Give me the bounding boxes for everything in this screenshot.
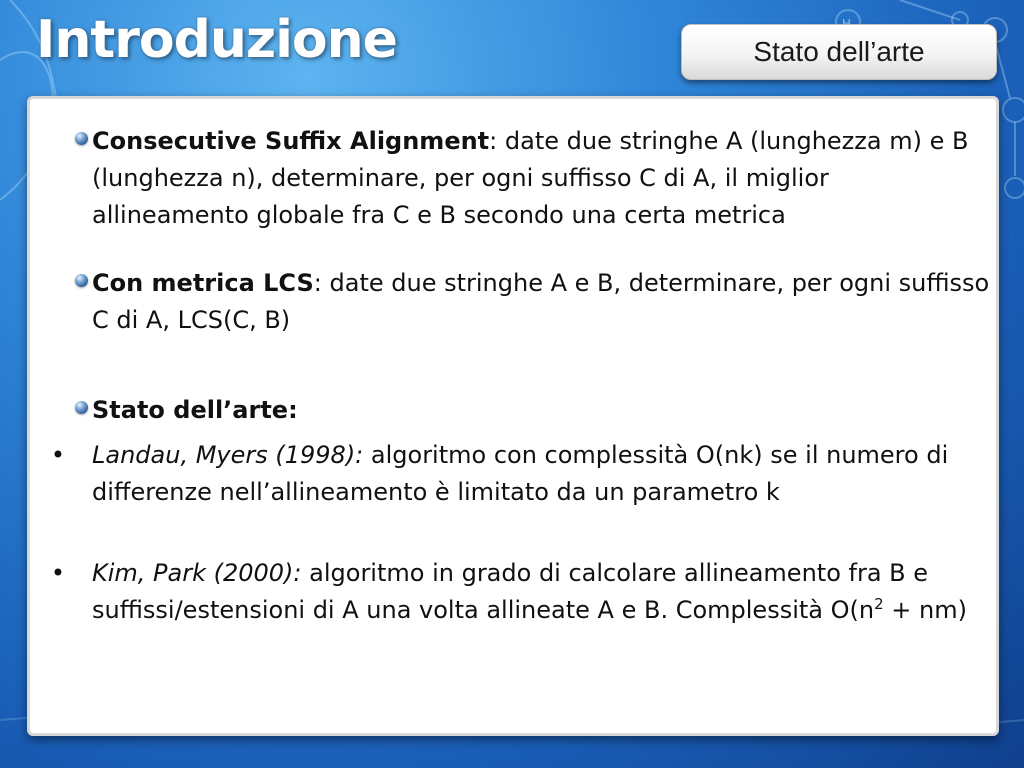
reference-citation: Kim, Park (2000): xyxy=(92,559,302,587)
section-tag-label: Stato dell’arte xyxy=(753,36,925,67)
reference-kim-park xyxy=(50,555,992,629)
bullet-dot-icon: • xyxy=(50,559,66,587)
bullet-orb-icon xyxy=(75,401,88,414)
superscript: 2 xyxy=(874,595,884,613)
reference-text: algoritmo in grado di calcolare allineamento fra B e suffissi/estensioni di A una volta allineate A e B. Complessità O(n xyxy=(92,559,929,624)
content-panel xyxy=(27,96,999,736)
bullet-consecutive-suffix-alignment xyxy=(92,123,992,234)
bullet-dot-icon: • xyxy=(50,441,66,469)
bullet-term: Consecutive Suffix Alignment xyxy=(92,127,490,155)
section-tag xyxy=(681,24,997,80)
bullet-orb-icon xyxy=(75,132,88,145)
bullet-term: Stato dell’arte: xyxy=(92,396,298,424)
bullet-stato-dell-arte xyxy=(92,392,992,429)
reference-landau-myers xyxy=(50,437,992,511)
reference-citation: Landau, Myers (1998): xyxy=(92,441,364,469)
bullet-term: Con metrica LCS xyxy=(92,269,314,297)
bullet-con-metrica-lcs xyxy=(92,265,992,339)
bullet-text: : date due stringhe A (lunghezza m) e B (lunghezza n), determinare, per ogni suffisso C di A, il miglior allineamento globale fra C e B secondo una certa metrica xyxy=(92,127,969,229)
slide-title: Introduzione xyxy=(36,10,397,70)
bullet-orb-icon xyxy=(75,274,88,287)
reference-text: algoritmo con complessità O(nk) se il numero di differenze nell’allineamento è limitato da un parametro k xyxy=(92,441,949,506)
reference-text-tail: + nm) xyxy=(883,596,967,624)
bullet-text: : date due stringhe A e B, determinare, per ogni suffisso C di A, LCS(C, B) xyxy=(92,269,990,334)
